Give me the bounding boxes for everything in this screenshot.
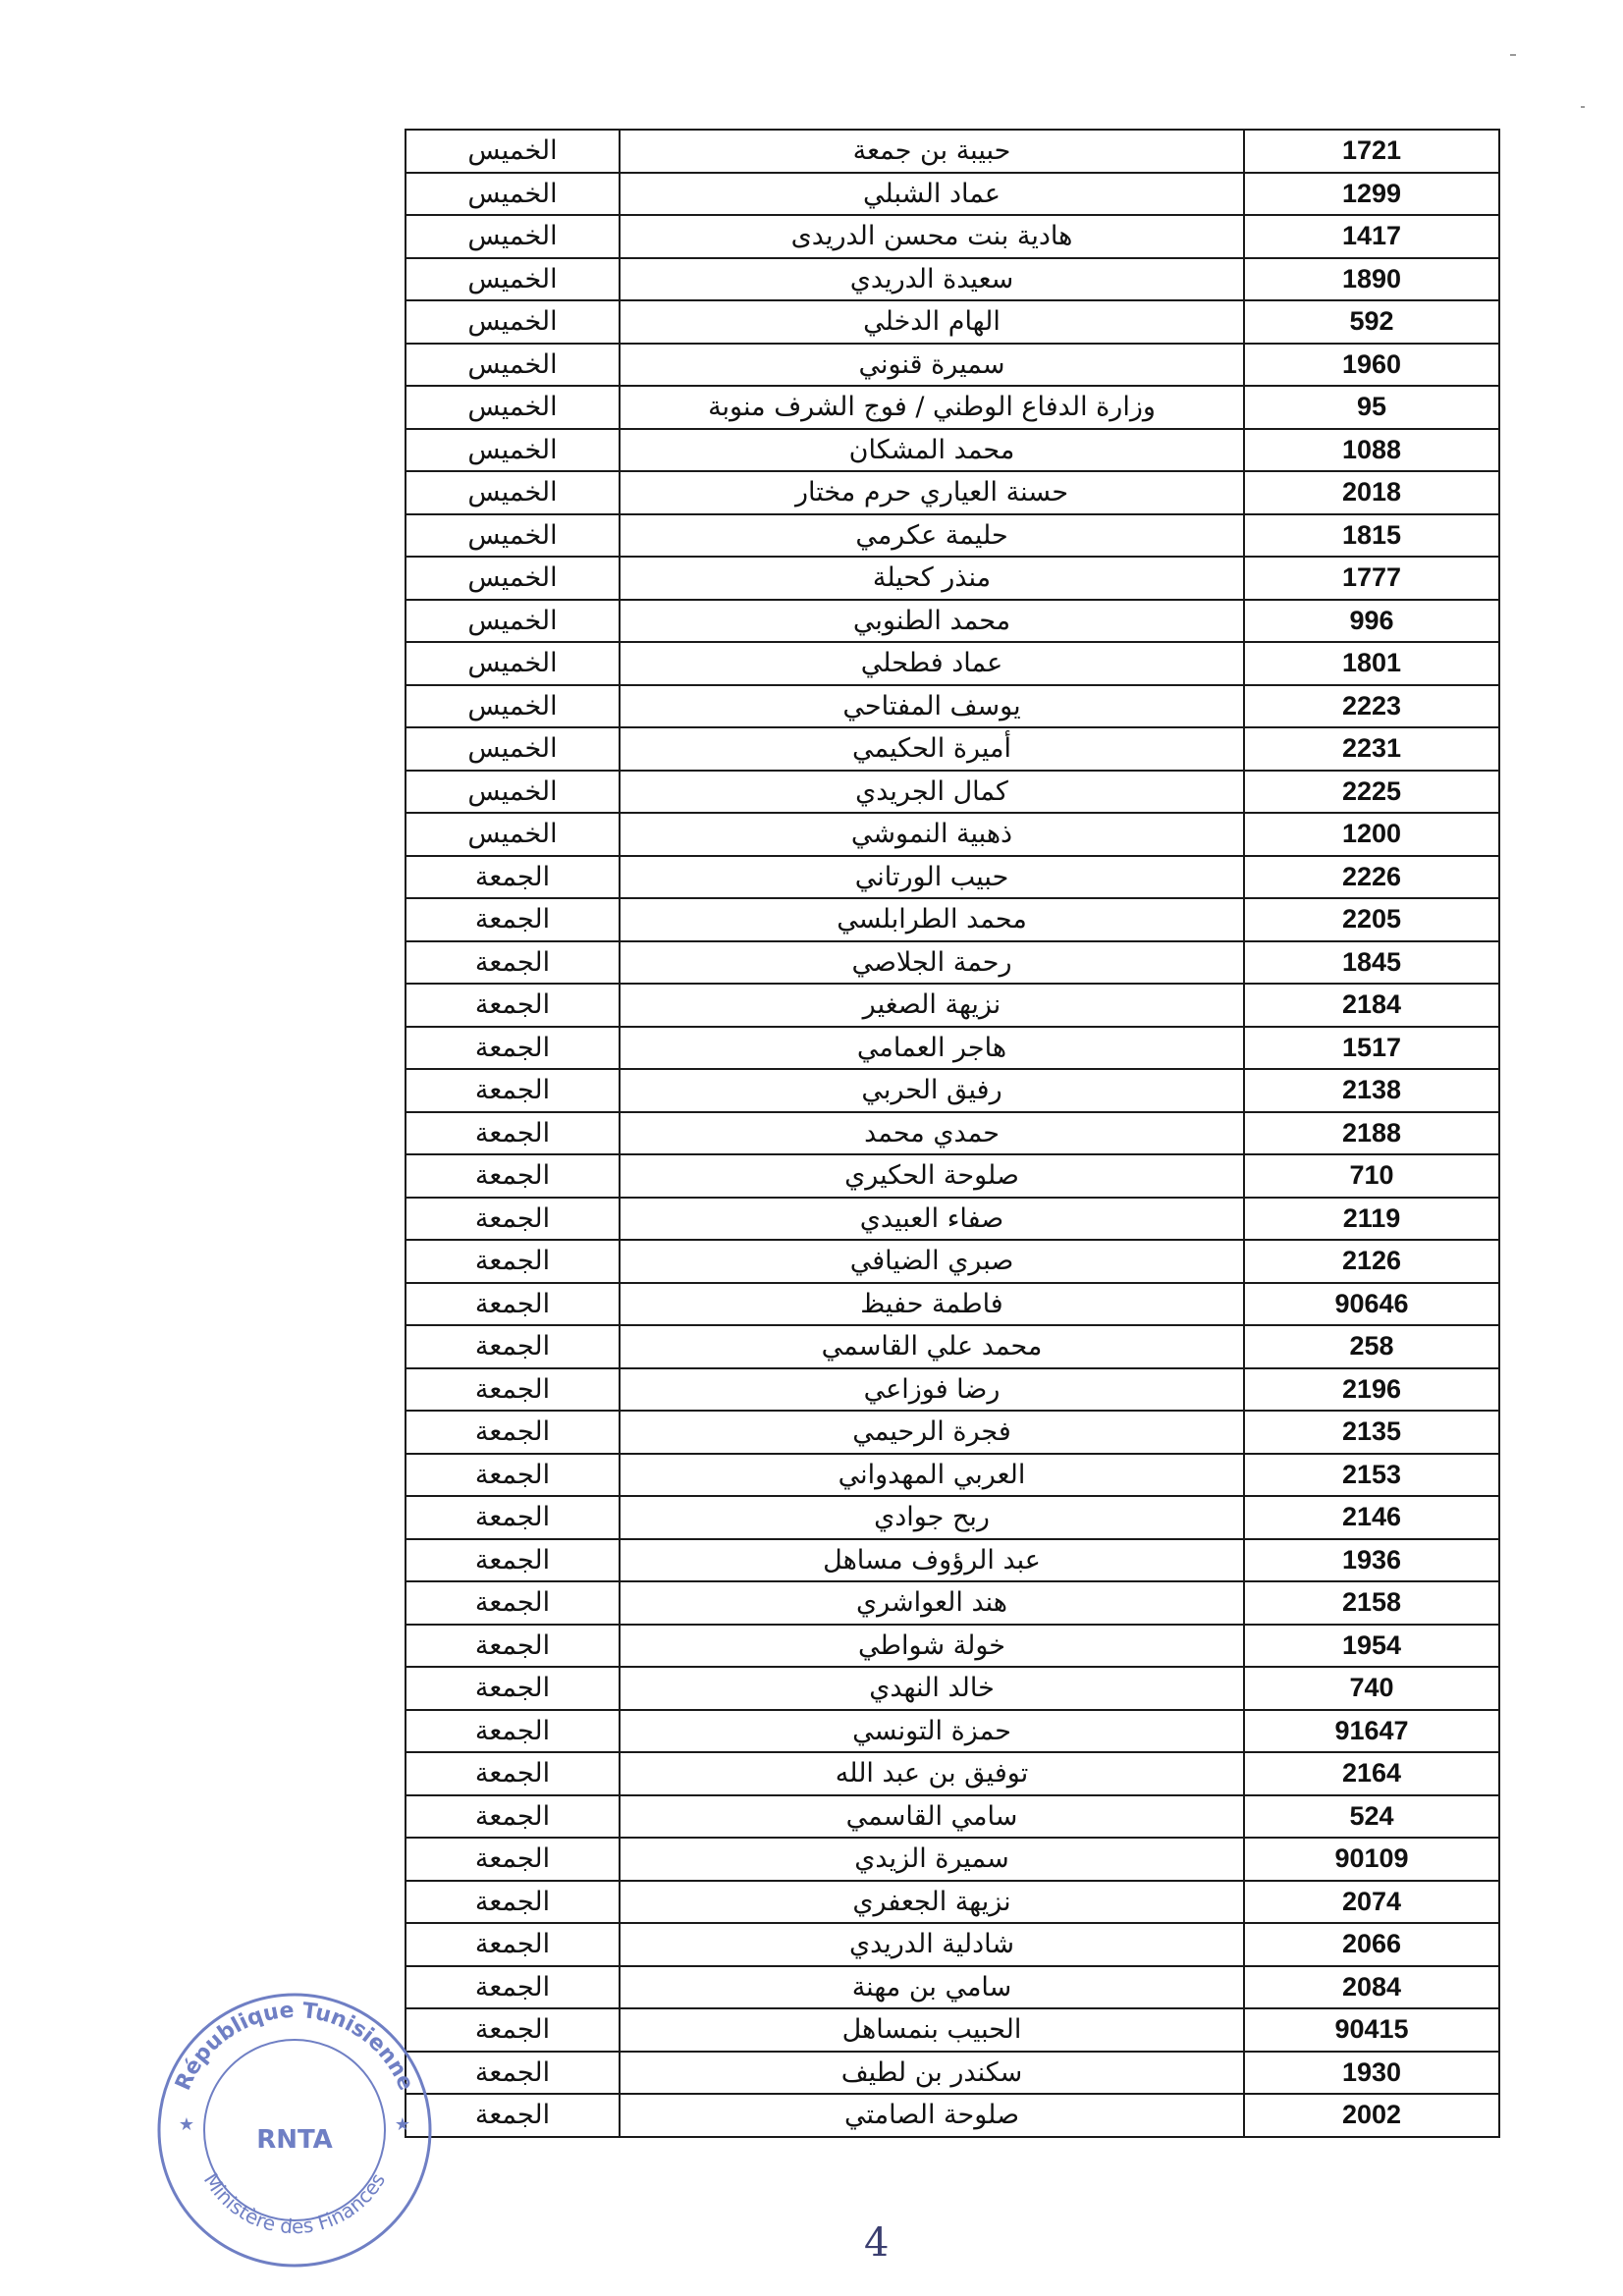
day-cell: الجمعة — [406, 1795, 620, 1839]
day-cell: الجمعة — [406, 1539, 620, 1582]
table-row — [406, 984, 1499, 1027]
day-cell: الخميس — [406, 642, 620, 685]
stamp-center-text: RNTA — [256, 2125, 333, 2155]
table-row — [406, 600, 1499, 643]
name-cell: سامي القاسمي — [620, 1795, 1244, 1839]
table-row — [406, 856, 1499, 899]
scan-speck — [1581, 106, 1585, 108]
table-row — [406, 898, 1499, 941]
name-cell: رفيق الحربي — [620, 1069, 1244, 1112]
page-number: 4 — [864, 2220, 890, 2266]
name-cell: الحبيب بنمساهل — [620, 2008, 1244, 2052]
table-row — [406, 1539, 1499, 1582]
name-cell: رحمة الجلاصي — [620, 941, 1244, 985]
table-row — [406, 1496, 1499, 1539]
number-cell: 1200 — [1244, 813, 1499, 856]
number-cell: 2153 — [1244, 1454, 1499, 1497]
number-cell: 1299 — [1244, 173, 1499, 216]
name-cell: خولة شواطي — [620, 1625, 1244, 1668]
name-cell: سكندر بن لطيف — [620, 2052, 1244, 2095]
day-cell: الجمعة — [406, 1069, 620, 1112]
number-cell: 524 — [1244, 1795, 1499, 1839]
name-cell: عماد الشبلي — [620, 173, 1244, 216]
table-row — [406, 1411, 1499, 1454]
name-cell: محمد الطنوبي — [620, 600, 1244, 643]
table-row — [406, 386, 1499, 429]
day-cell: الخميس — [406, 300, 620, 344]
name-cell: يوسف المفتاحي — [620, 685, 1244, 728]
number-cell: 1930 — [1244, 2052, 1499, 2095]
stamp-top-text: République Tunisienne — [171, 1998, 418, 2095]
name-cell: حبيبة بن جمعة — [620, 130, 1244, 173]
number-cell: 91647 — [1244, 1710, 1499, 1753]
table-row — [406, 557, 1499, 600]
day-cell: الجمعة — [406, 1240, 620, 1283]
roster-table-body — [406, 130, 1499, 2137]
day-cell: الخميس — [406, 813, 620, 856]
name-cell: حمدي محمد — [620, 1112, 1244, 1155]
table-row — [406, 1154, 1499, 1198]
table-row — [406, 258, 1499, 301]
name-cell: عماد فطحلي — [620, 642, 1244, 685]
table-row — [406, 813, 1499, 856]
day-cell: الجمعة — [406, 1283, 620, 1326]
number-cell: 2225 — [1244, 771, 1499, 814]
stamp-star-icon: ★ — [394, 2114, 411, 2135]
number-cell: 1936 — [1244, 1539, 1499, 1582]
name-cell: صلوحة الحكيري — [620, 1154, 1244, 1198]
table-row — [406, 300, 1499, 344]
day-cell: الجمعة — [406, 1881, 620, 1924]
table-row — [406, 173, 1499, 216]
day-cell: الجمعة — [406, 1325, 620, 1368]
day-cell: الجمعة — [406, 1581, 620, 1625]
name-cell: ذهبية النموشي — [620, 813, 1244, 856]
day-cell: الجمعة — [406, 1198, 620, 1241]
number-cell: 2188 — [1244, 1112, 1499, 1155]
number-cell: 2184 — [1244, 984, 1499, 1027]
number-cell: 1815 — [1244, 514, 1499, 558]
day-cell: الجمعة — [406, 1368, 620, 1412]
name-cell: كمال الجريدي — [620, 771, 1244, 814]
day-cell: الجمعة — [406, 856, 620, 899]
name-cell: صلوحة الصامتي — [620, 2094, 1244, 2137]
number-cell: 90415 — [1244, 2008, 1499, 2052]
table-row — [406, 1368, 1499, 1412]
number-cell: 95 — [1244, 386, 1499, 429]
day-cell: الجمعة — [406, 1112, 620, 1155]
day-cell: الخميس — [406, 173, 620, 216]
name-cell: حليمة عكرمي — [620, 514, 1244, 558]
number-cell: 258 — [1244, 1325, 1499, 1368]
name-cell: أميرة الحكيمي — [620, 727, 1244, 771]
table-row — [406, 1325, 1499, 1368]
day-cell: الخميس — [406, 386, 620, 429]
name-cell: فاطمة حفيظ — [620, 1283, 1244, 1326]
number-cell: 2158 — [1244, 1581, 1499, 1625]
number-cell: 2135 — [1244, 1411, 1499, 1454]
name-cell: حمزة التونسي — [620, 1710, 1244, 1753]
table-row — [406, 1112, 1499, 1155]
day-cell: الجمعة — [406, 1752, 620, 1795]
name-cell: سميرة قنوني — [620, 344, 1244, 387]
table-row — [406, 130, 1499, 173]
name-cell: حسنة العياري حرم مختار — [620, 471, 1244, 514]
scan-speck — [1510, 54, 1516, 56]
name-cell: سعيدة الدريدي — [620, 258, 1244, 301]
name-cell: توفيق بن عبد الله — [620, 1752, 1244, 1795]
stamp-seal-icon — [147, 1983, 442, 2277]
name-cell: محمد علي القاسمي — [620, 1325, 1244, 1368]
table-row — [406, 1667, 1499, 1710]
name-cell: ربح جوادي — [620, 1496, 1244, 1539]
number-cell: 2084 — [1244, 1966, 1499, 2009]
name-cell: شادلية الدريدي — [620, 1923, 1244, 1966]
day-cell: الخميس — [406, 130, 620, 173]
name-cell: فجرة الرحيمي — [620, 1411, 1244, 1454]
number-cell: 1721 — [1244, 130, 1499, 173]
name-cell: منذر كحيلة — [620, 557, 1244, 600]
day-cell: الخميس — [406, 727, 620, 771]
name-cell: هند العواشري — [620, 1581, 1244, 1625]
number-cell: 2119 — [1244, 1198, 1499, 1241]
number-cell: 2126 — [1244, 1240, 1499, 1283]
day-cell: الجمعة — [406, 1454, 620, 1497]
stamp-star-icon: ★ — [178, 2114, 195, 2135]
table-row — [406, 1838, 1499, 1881]
number-cell: 2231 — [1244, 727, 1499, 771]
table-row — [406, 1240, 1499, 1283]
table-row — [406, 1625, 1499, 1668]
day-cell: الجمعة — [406, 898, 620, 941]
day-cell: الجمعة — [406, 1496, 620, 1539]
name-cell: صفاء العبيدي — [620, 1198, 1244, 1241]
name-cell: عبد الرؤوف مساهل — [620, 1539, 1244, 1582]
table-row — [406, 1881, 1499, 1924]
day-cell: الجمعة — [406, 941, 620, 985]
day-cell: الخميس — [406, 685, 620, 728]
number-cell: 2018 — [1244, 471, 1499, 514]
table-row — [406, 344, 1499, 387]
number-cell: 1960 — [1244, 344, 1499, 387]
day-cell: الجمعة — [406, 1838, 620, 1881]
table-row — [406, 1923, 1499, 1966]
number-cell: 1890 — [1244, 258, 1499, 301]
name-cell: صبري الضيافي — [620, 1240, 1244, 1283]
official-stamp — [147, 1983, 442, 2277]
number-cell: 1801 — [1244, 642, 1499, 685]
table-row — [406, 429, 1499, 472]
day-cell: الجمعة — [406, 2094, 620, 2137]
day-cell: الجمعة — [406, 1411, 620, 1454]
number-cell: 1777 — [1244, 557, 1499, 600]
table-row — [406, 1581, 1499, 1625]
number-cell: 2066 — [1244, 1923, 1499, 1966]
table-row — [406, 642, 1499, 685]
table-row — [406, 1069, 1499, 1112]
name-cell: هادية بنت محسن الدريدى — [620, 215, 1244, 258]
name-cell: محمد الطرابلسي — [620, 898, 1244, 941]
day-cell: الجمعة — [406, 2008, 620, 2052]
number-cell: 1845 — [1244, 941, 1499, 985]
day-cell: الجمعة — [406, 1710, 620, 1753]
table-row — [406, 771, 1499, 814]
number-cell: 2002 — [1244, 2094, 1499, 2137]
name-cell: رضا فوزاعي — [620, 1368, 1244, 1412]
table-row — [406, 1795, 1499, 1839]
name-cell: حبيب الورتاني — [620, 856, 1244, 899]
roster-table — [405, 129, 1500, 2138]
table-row — [406, 1710, 1499, 1753]
day-cell: الخميس — [406, 557, 620, 600]
day-cell: الخميس — [406, 258, 620, 301]
table-row — [406, 1283, 1499, 1326]
number-cell: 2196 — [1244, 1368, 1499, 1412]
table-row — [406, 941, 1499, 985]
number-cell: 740 — [1244, 1667, 1499, 1710]
day-cell: الخميس — [406, 600, 620, 643]
number-cell: 1417 — [1244, 215, 1499, 258]
name-cell: سامي بن مهنة — [620, 1966, 1244, 2009]
number-cell: 1954 — [1244, 1625, 1499, 1668]
number-cell: 996 — [1244, 600, 1499, 643]
table-row — [406, 1454, 1499, 1497]
number-cell: 2146 — [1244, 1496, 1499, 1539]
name-cell: محمد المشكان — [620, 429, 1244, 472]
name-cell: هاجر العمامي — [620, 1027, 1244, 1070]
day-cell: الجمعة — [406, 1027, 620, 1070]
number-cell: 2205 — [1244, 898, 1499, 941]
day-cell: الخميس — [406, 215, 620, 258]
table-row — [406, 2094, 1499, 2137]
table-row — [406, 727, 1499, 771]
number-cell: 2223 — [1244, 685, 1499, 728]
number-cell: 90646 — [1244, 1283, 1499, 1326]
number-cell: 2074 — [1244, 1881, 1499, 1924]
name-cell: الهام الدخلي — [620, 300, 1244, 344]
day-cell: الجمعة — [406, 1966, 620, 2009]
number-cell: 1088 — [1244, 429, 1499, 472]
name-cell: وزارة الدفاع الوطني / فوج الشرف منوبة — [620, 386, 1244, 429]
table-row — [406, 2008, 1499, 2052]
number-cell: 592 — [1244, 300, 1499, 344]
name-cell: سميرة الزيدي — [620, 1838, 1244, 1881]
day-cell: الخميس — [406, 771, 620, 814]
day-cell: الجمعة — [406, 1154, 620, 1198]
name-cell: نزيهة الصغير — [620, 984, 1244, 1027]
day-cell: الخميس — [406, 429, 620, 472]
name-cell: خالد النهدي — [620, 1667, 1244, 1710]
number-cell: 2138 — [1244, 1069, 1499, 1112]
table-row — [406, 514, 1499, 558]
table-row — [406, 1198, 1499, 1241]
table-row — [406, 1027, 1499, 1070]
number-cell: 2164 — [1244, 1752, 1499, 1795]
name-cell: العربي المهدواني — [620, 1454, 1244, 1497]
table-row — [406, 215, 1499, 258]
day-cell: الخميس — [406, 471, 620, 514]
number-cell: 2226 — [1244, 856, 1499, 899]
number-cell: 1517 — [1244, 1027, 1499, 1070]
table-row — [406, 1752, 1499, 1795]
day-cell: الجمعة — [406, 984, 620, 1027]
day-cell: الخميس — [406, 514, 620, 558]
stamp-bottom-text: Ministère des Finances — [198, 2168, 391, 2239]
number-cell: 710 — [1244, 1154, 1499, 1198]
day-cell: الجمعة — [406, 1923, 620, 1966]
day-cell: الخميس — [406, 344, 620, 387]
name-cell: نزيهة الجعفري — [620, 1881, 1244, 1924]
table-row — [406, 2052, 1499, 2095]
table-row — [406, 1966, 1499, 2009]
table-row — [406, 471, 1499, 514]
table-row — [406, 685, 1499, 728]
day-cell: الجمعة — [406, 2052, 620, 2095]
day-cell: الجمعة — [406, 1625, 620, 1668]
number-cell: 90109 — [1244, 1838, 1499, 1881]
day-cell: الجمعة — [406, 1667, 620, 1710]
